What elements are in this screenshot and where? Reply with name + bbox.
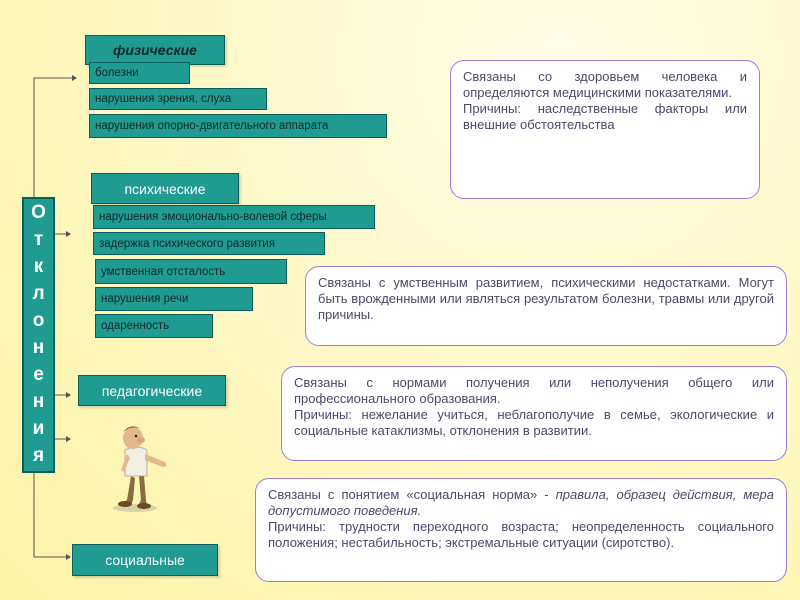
arrow-head-mental — [66, 231, 71, 237]
description-social — [255, 478, 787, 582]
description-social-italic: правила, образец действия, мера допустимого поведения. — [268, 487, 774, 518]
description-physical — [450, 60, 760, 199]
arrow-head-social — [66, 554, 71, 560]
line-to-social — [34, 473, 66, 557]
category-pedagogical: педагогические — [78, 375, 226, 406]
vertical-title-deviations — [22, 197, 55, 473]
item-mental-emotional: нарушения эмоционально-волевой сферы — [93, 205, 375, 229]
description-pedagogical-causes: Причины: нежелание учиться, неблагополучие в семье, экологические и социальные катаклизмы, отклонения в развитии. — [294, 407, 774, 438]
vertical-letter: н — [32, 391, 45, 412]
vertical-letter: т — [33, 229, 44, 250]
description-physical-causes: Причины: наследственные факторы или внешние обстоятельства — [463, 101, 747, 132]
vertical-letter: о — [32, 310, 45, 331]
vertical-letter: л — [32, 283, 45, 304]
line-to-physical — [34, 78, 72, 197]
description-social-causes: Причины: трудности переходного возраста; неопределенность социального положения; нестабильность; экстремальные ситуации (сиротство). — [268, 519, 774, 550]
item-physical-diseases: болезни — [89, 62, 190, 84]
description-physical-text: Связаны со здоровьем человека и определяются медицинскими показателями. — [463, 69, 747, 100]
arrow-head-physical — [72, 75, 77, 81]
description-mental — [305, 266, 787, 346]
item-mental-retardation: умственная отсталость — [95, 259, 287, 284]
item-mental-speech: нарушения речи — [95, 287, 253, 311]
vertical-letter: н — [32, 337, 45, 358]
item-physical-musculoskeletal: нарушения опорно-двигательного аппарата — [89, 114, 387, 138]
vertical-letter: я — [32, 445, 45, 466]
vertical-letter: и — [32, 418, 45, 439]
category-mental: психические — [91, 173, 239, 204]
arrow-head-pedagogical — [66, 392, 71, 398]
item-mental-giftedness: одаренность — [95, 314, 213, 338]
category-social: социальные — [72, 544, 218, 576]
description-pedagogical — [281, 366, 787, 461]
item-mental-delay: задержка психического развития — [93, 232, 325, 255]
item-physical-vision-hearing: нарушения зрения, слуха — [89, 88, 267, 110]
description-social-lead: Связаны с понятием «социальная норма» - — [268, 487, 549, 502]
vertical-letter: е — [33, 364, 44, 385]
category-physical: физические — [85, 35, 225, 65]
vertical-letter: к — [33, 256, 44, 277]
description-mental-text: Связаны с умственным развитием, психическими недостатками. Могут быть врожденными или являться результатом болезни, травмы или другой причины. — [318, 275, 774, 322]
vertical-letter: О — [31, 202, 46, 223]
arrow-head-lower — [66, 436, 71, 442]
cartoon-figure-illustration — [105, 418, 180, 513]
description-pedagogical-text: Связаны с нормами получения или неполучения общего или профессионального образования. — [294, 375, 774, 406]
description-social-definition — [268, 487, 774, 519]
